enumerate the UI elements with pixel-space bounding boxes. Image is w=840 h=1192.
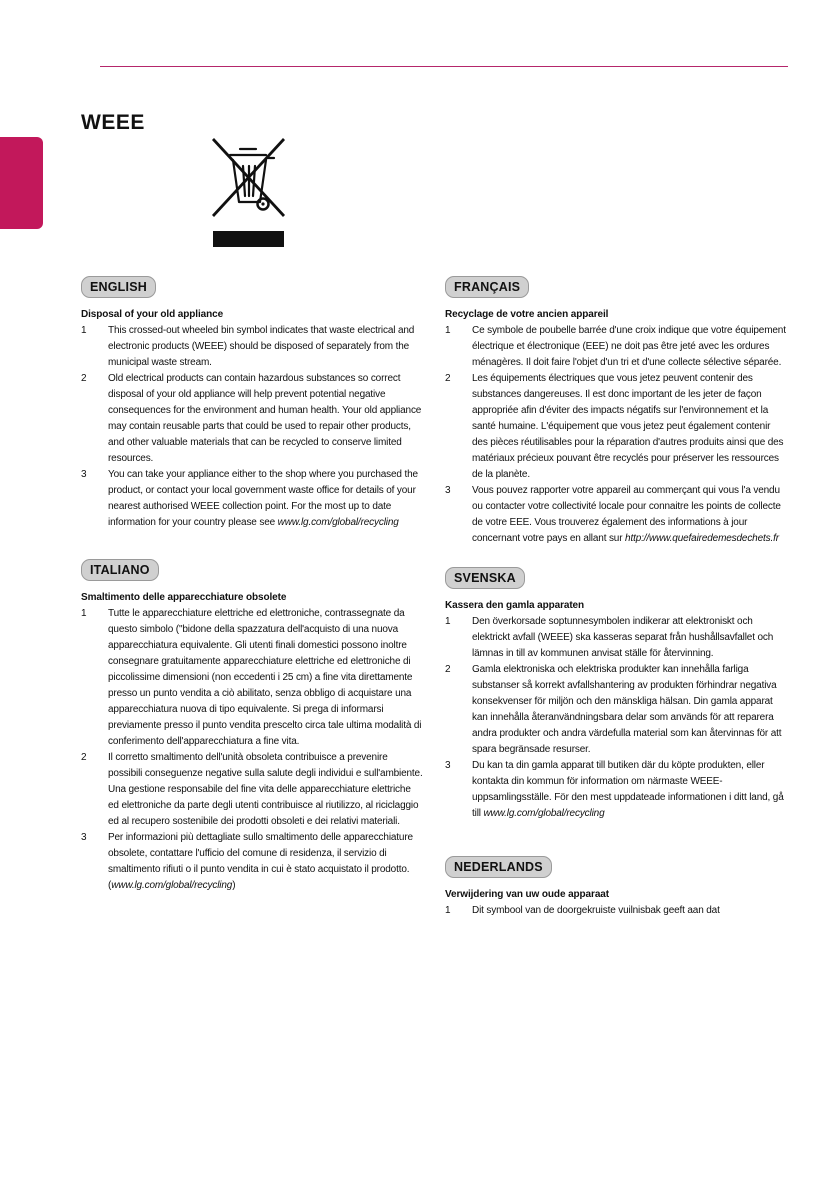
item-text: Tutte le apparecchiature elettriche ed elettroniche, contrassegnate da questo simbolo ("bidone della spazzatura dell'acquisto di una nuova apparecchiatura equivalente. Gli utenti finali domestici possono inoltre consegnare gratuitamente apparecchiature elettriche ed elettroniche di piccolissime dimensioni (non eccedenti i 25 cm) a fine vita direttamente presso un punto vendita a ciò abilitato, senza obbligo di acquistare una apparecchiatura nuova di tipo equivalente. Si prega di informarsi previamente presso il punto vendita prescelto circa tale ultima modalità di conferimento dell'apparecchiatura a fine vita. (108, 608, 422, 747)
item-number: 3 (81, 469, 87, 480)
lang-label-francais: FRANÇAIS (445, 276, 529, 298)
item-text: Dit symbool van de doorgekruiste vuilnisbak geeft aan dat (472, 905, 720, 916)
list-item (445, 323, 787, 371)
item-number: 3 (81, 832, 87, 843)
item-text-container (108, 830, 423, 894)
list-item (81, 830, 423, 894)
list-item (81, 371, 423, 467)
item-number: 1 (445, 325, 451, 336)
language-side-tab (0, 137, 43, 229)
recycling-link[interactable]: www.lg.com/global/recycling (277, 517, 399, 528)
section-heading: Disposal of your old appliance (81, 309, 224, 320)
item-number: 1 (445, 616, 451, 627)
recycling-link[interactable]: www.lg.com/global/recycling (111, 880, 233, 891)
lang-label-italiano: ITALIANO (81, 559, 159, 581)
recycling-link[interactable]: http://www.quefairedemesdechets.fr (625, 533, 779, 544)
item-text: Vous pouvez rapporter votre appareil au commerçant qui vous l'a vendu ou contacter votre collectivité locale pour connaitre les points de collecte de votre EEE. Vous trouverez également des informations à jour concernant votre pays en allant sur (472, 485, 781, 544)
item-number: 1 (445, 905, 451, 916)
recycling-link[interactable]: www.lg.com/global/recycling (483, 808, 605, 819)
item-text: You can take your appliance either to the shop where you purchased the product, or contact your local government waste office for details of your nearest authorised WEEE collection point. For the most up to date information for your country please see (108, 469, 418, 528)
item-number: 2 (81, 373, 87, 384)
right-column (445, 276, 787, 947)
item-text: Den överkorsade soptunnesymbolen indikerar att elektroniskt och elektrickt avfall (WEEE) ska kasseras separat från hushållsavfallet och lämnas in till av kommunen anvisat ställe för återvinning. (472, 616, 774, 659)
list-item (445, 903, 787, 919)
item-number: 2 (81, 752, 87, 763)
list-item (81, 750, 423, 830)
list-item (81, 606, 423, 750)
list-item (445, 758, 787, 822)
item-text-container (472, 483, 787, 547)
crossed-out-wheeled-bin-icon (208, 136, 288, 248)
item-text: Per informazioni più dettagliate sullo smaltimento delle apparecchiature obsolete, contattare l'ufficio del comune di residenza, il servizio di smaltimento rifiuti o il punto vendita in cui è stato acquistato il prodotto. ( (108, 832, 413, 891)
lang-label-english: ENGLISH (81, 276, 156, 298)
section-nederlands (445, 856, 787, 919)
left-column (81, 276, 423, 922)
item-text: Les équipements électriques que vous jetez peuvent contenir des substances dangereuses. Il est donc important de les jeter de façon appropriée afin d'éviter des impacts négatifs sur l'environnement et la santé humaine. L'équipement que vous jetez peut également contenir des pièces réutilisables pour la réparation d'autres produits ainsi que des matériaux précieux pouvant être recyclés pour préserver les ressources de la planète. (472, 373, 784, 480)
item-number: 1 (81, 608, 87, 619)
item-text: Gamla elektroniska och elektriska produkter kan innehålla farliga substanser så korrekt avfallshantering av produkten förhindrar negativa konsekvenser för miljön och den mänskliga hälsan. Din gamla apparat kan innehålla återanvändningsbara delar som används för att reparera andra produkter och andra värdefulla material som kan återvinnas för att spara begränsade resurser. (472, 664, 782, 755)
list-item (445, 662, 787, 758)
list-item (445, 614, 787, 662)
section-heading: Smaltimento delle apparecchiature obsolete (81, 592, 287, 603)
item-text: Du kan ta din gamla apparat till butiken där du köpte produkten, eller kontakta din kommun för information om närmaste WEEE-uppsamlingsställe. För den mest uppdateade informationen i ditt land, gå till (472, 760, 784, 819)
item-number: 3 (445, 760, 451, 771)
header-rule (100, 66, 788, 67)
item-text: This crossed-out wheeled bin symbol indicates that waste electrical and electronic products (WEEE) should be disposed of separately from the municipal waste stream. (108, 325, 415, 368)
item-text: Old electrical products can contain hazardous substances so correct disposal of your old appliance will help prevent potential negative consequences for the environment and human health. Your old appliance may contain reusable parts that could be used to repair other products, and other valuable materials that can be recycled to conserve limited resources. (108, 373, 422, 464)
item-number: 2 (445, 373, 451, 384)
lang-label-nederlands: NEDERLANDS (445, 856, 552, 878)
page-title: WEEE (81, 111, 145, 134)
list-item (81, 323, 423, 371)
item-text-container (108, 467, 423, 531)
list-item (81, 467, 423, 531)
section-italiano (81, 559, 423, 894)
item-text-tail: ) (232, 880, 236, 891)
list-item (445, 371, 787, 483)
section-heading: Verwijdering van uw oude apparaat (445, 889, 609, 900)
section-svenska (445, 567, 787, 822)
item-text: Ce symbole de poubelle barrée d'une croix indique que votre équipement électrique et électronique (EEE) ne doit pas être jeté avec les ordures ménagères. Il doit faire l'objet d'un tri et d'une collecte sélective séparée. (472, 325, 786, 368)
section-heading: Recyclage de votre ancien appareil (445, 309, 609, 320)
section-english (81, 276, 423, 531)
item-number: 2 (445, 664, 451, 675)
list-item (445, 483, 787, 547)
item-number: 3 (445, 485, 451, 496)
item-number: 1 (81, 325, 87, 336)
item-text-container (472, 758, 787, 822)
section-francais (445, 276, 787, 547)
lang-label-svenska: SVENSKA (445, 567, 525, 589)
section-heading: Kassera den gamla apparaten (445, 600, 585, 611)
item-text: Il corretto smaltimento dell'unità obsoleta contribuisce a prevenire possibili conseguenze negative sulla salute degli individui e sull'ambiente. Una gestione responsabile del fine vita delle apparecchiature elettriche ed elettroniche da parte degli utenti contribuisce al riutilizzo, al riciclaggio ed al recupero sostenibile dei prodotti obsoleti e dei relativi materiali. (108, 752, 423, 827)
